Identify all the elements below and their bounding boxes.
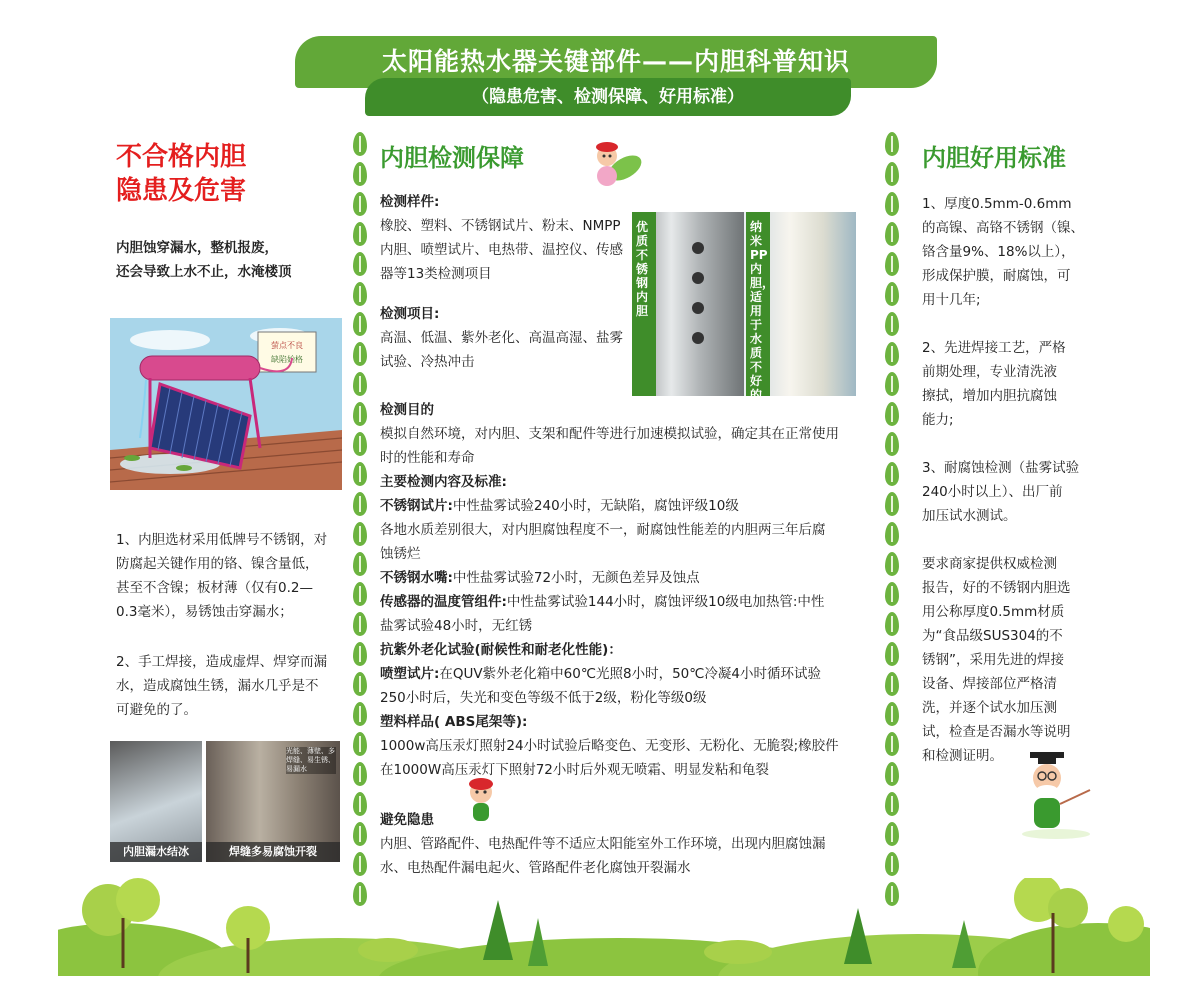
right-para1-line: 用十几年;	[922, 292, 981, 308]
sensor-label: 传感器的温度管组件:	[380, 594, 507, 610]
main-standards-label: 主要检测内容及标准:	[380, 474, 507, 490]
page-subtitle: （隐患危害、检测保障、好用标准）	[472, 87, 744, 107]
right-para2	[922, 336, 1112, 432]
right-para4	[922, 552, 1112, 768]
avoid-text	[380, 832, 862, 880]
left-para2-line: 可避免的了。	[116, 702, 197, 718]
right-para4-line: 为“食品级SUS304的不	[922, 628, 1063, 644]
steel-detail-line: 各地水质差别很大，对内胆腐蚀程度不一，耐腐蚀性能差的内胆两三年后腐	[380, 522, 826, 538]
inner-tank-photos	[632, 212, 856, 430]
middle-title: 内胆检测保障	[380, 144, 524, 172]
right-para1-line: 1、厚度0.5mm-0.6mm	[922, 196, 1072, 212]
plastic-label: 塑料样品( ABS尾架等):	[380, 714, 528, 730]
right-para1	[922, 192, 1112, 312]
right-para3-line: 加压试水测试。	[922, 508, 1017, 524]
steel-detail	[380, 518, 862, 566]
nozzle-label: 不锈钢水嘴:	[380, 570, 453, 586]
leaking-solar-heater-illustration	[110, 318, 342, 490]
samples-line: 器等13类检测项目	[380, 266, 492, 282]
right-para1-line: 形成保护膜，耐腐蚀，可	[922, 268, 1071, 284]
spray-line2: 250小时后，失光和变色等级不低于2级，粉化等级0级	[380, 690, 707, 706]
purpose-text	[380, 422, 862, 470]
right-para1-line: 的高镍、高铬不锈钢（镍、	[922, 220, 1084, 236]
avoid-line: 内胆、管路配件、电热配件等不适应太阳能室外工作环境，出现内胆腐蚀漏	[380, 836, 826, 852]
sensor-text: 中性盐雾试验144小时，腐蚀评级10级电加热管:中性	[506, 594, 825, 610]
items-label: 检测项目:	[380, 306, 440, 322]
mascot-girl-icon	[464, 778, 498, 828]
nozzle-text: 中性盐雾试验72小时，无颜色差异及蚀点	[452, 570, 700, 586]
left-intro-line2: 还会导致上水不止，水淹楼顶	[116, 264, 292, 280]
samples-text	[380, 214, 630, 286]
plastic-text	[380, 734, 862, 782]
mascot-painter-icon	[585, 138, 645, 188]
left-para1-line: 1、内胆选材采用低牌号不锈钢，对	[116, 532, 328, 548]
right-para4-line: 锈钢”，采用先进的焊接	[922, 652, 1064, 668]
steel-text: 中性盐雾试验240小时，无缺陷，腐蚀评级10级	[452, 498, 739, 514]
pp-tank-label: 纳米PP内胆，适用于水质不好的地区	[750, 220, 775, 430]
right-para2-line: 能力;	[922, 412, 954, 428]
steel-detail-line: 蚀锈烂	[380, 546, 421, 562]
left-para1	[116, 528, 344, 624]
left-title-line1: 不合格内胆	[116, 142, 247, 172]
sensor-line2: 盐雾试验48小时，无红锈	[380, 618, 533, 634]
right-para3-line: 240小时以上）、出厂前	[922, 484, 1063, 500]
spray-text: 在QUV紫外老化箱中60℃光照8小时，50℃冷凝4小时循环试验	[439, 666, 822, 682]
steel-label: 不锈钢试片:	[380, 498, 453, 514]
avoid-line: 水、电热配件漏电起火、管路配件老化腐蚀开裂漏水	[380, 860, 691, 876]
nozzle-standard	[380, 566, 862, 590]
spray-label: 喷塑试片:	[380, 666, 440, 682]
right-para2-line: 2、先进焊接工艺，严格	[922, 340, 1066, 356]
purpose-label: 检测目的	[380, 402, 434, 418]
items-line: 试验、冷热冲击	[380, 354, 475, 370]
frozen-leak-caption: 内胆漏水结冰	[110, 842, 202, 862]
left-title-line2: 隐患及危害	[116, 176, 247, 206]
right-para3	[922, 456, 1112, 528]
items-text	[380, 326, 630, 374]
steel-standard	[380, 494, 862, 518]
left-para1-line: 防腐起关键作用的铬、镍含量低，	[116, 556, 319, 572]
sensor-standard	[380, 590, 862, 614]
leaf-divider-left	[350, 132, 372, 922]
samples-line: 内胆、喷塑试片、电热带、温控仪、传感	[380, 242, 623, 258]
right-para4-line: 用公称厚度0.5mm材质	[922, 604, 1065, 620]
left-para1-line: 0.3毫米），易锈蚀击穿漏水；	[116, 604, 293, 620]
right-para2-line: 前期处理，专业清洗液	[922, 364, 1057, 380]
illustration-sign-line2: 缺陷始格	[271, 355, 303, 364]
pp-tank-photo	[746, 212, 856, 430]
right-para4-line: 要求商家提供权威检测	[922, 556, 1057, 572]
samples-label: 检测样件:	[380, 194, 440, 210]
right-para4-line: 报告，好的不锈钢内胆选	[922, 580, 1071, 596]
left-para2-line: 水，造成腐蚀生锈，漏水几乎是不	[116, 678, 319, 694]
right-para4-line: 设备、焊接部位严格清	[922, 676, 1057, 692]
right-para4-line: 试，检查是否漏水等说明	[922, 724, 1071, 740]
spray-standard	[380, 662, 862, 686]
frozen-leak-photo	[110, 741, 202, 862]
right-para4-line: 洗，并逐个试水加压测	[922, 700, 1057, 716]
right-title: 内胆好用标准	[922, 144, 1066, 172]
weld-corrosion-caption: 焊缝多易腐蚀开裂	[206, 842, 340, 862]
weld-photo-note: 光能、薄壁、多焊缝、易生锈、易漏水	[286, 747, 335, 773]
right-para4-line: 和检测证明。	[922, 748, 1003, 764]
leaf-divider-right	[882, 132, 904, 922]
samples-line: 橡胶、塑料、不锈钢试片、粉末、NMPP	[380, 218, 621, 234]
plastic-line: 在1000W高压汞灯下照射72小时后外观无喷霜、明显发粘和龟裂	[380, 762, 769, 778]
left-para2-line: 2、手工焊接，造成虚焊、焊穿而漏	[116, 654, 328, 670]
right-para1-line: 铬含量9%、18%以上），	[922, 244, 1075, 260]
mascot-professor-icon	[1016, 750, 1096, 840]
left-intro-line1: 内胆蚀穿漏水，整机报废，	[116, 240, 278, 256]
page-title: 太阳能热水器关键部件——内胆科普知识	[381, 47, 850, 76]
items-line: 高温、低温、紫外老化、高温高湿、盐雾	[380, 330, 623, 346]
steel-tank-photo	[632, 212, 744, 396]
avoid-label: 避免隐患	[380, 812, 434, 828]
right-para3-line: 3、耐腐蚀检测（盐雾试验	[922, 460, 1080, 476]
purpose-line: 时的性能和寿命	[380, 450, 475, 466]
bottom-landscape-decoration	[58, 878, 1150, 976]
left-para1-line: 甚至不含镍；板材薄（仅有0.2—	[116, 580, 313, 596]
purpose-line: 模拟自然环境，对内胆、支架和配件等进行加速模拟试验，确定其在正常使用	[380, 426, 839, 442]
left-para2	[116, 650, 344, 722]
plastic-line: 1000w高压汞灯照射24小时试验后略变色、无变形、无粉化、无脆裂;橡胶件	[380, 738, 839, 754]
uv-label: 抗紫外老化试验(耐候性和耐老化性能)：	[380, 642, 622, 658]
steel-tank-label: 优质不锈钢内胆	[636, 220, 649, 318]
illustration-sign-line1: 萤点不良	[271, 341, 303, 350]
right-para2-line: 擦拭，增加内胆抗腐蚀	[922, 388, 1057, 404]
weld-corrosion-photo	[206, 741, 340, 862]
